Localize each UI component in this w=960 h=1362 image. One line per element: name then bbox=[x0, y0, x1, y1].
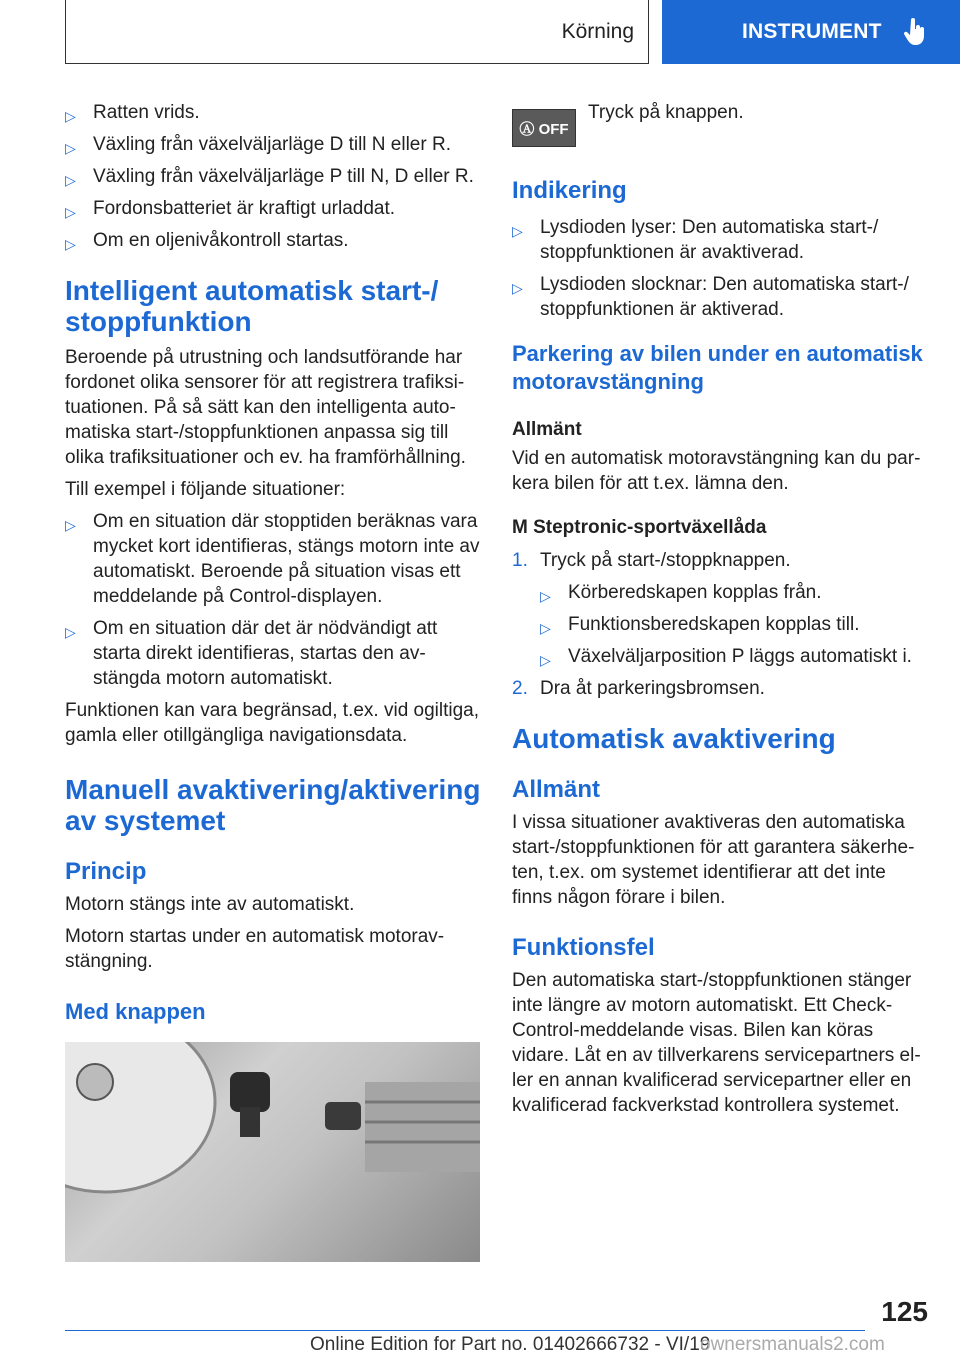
right-column bbox=[512, 100, 928, 1118]
paragraph-princip-1: Motorn stängs inte av automatiskt. bbox=[65, 894, 355, 915]
triangle-bullet-icon: ▷ bbox=[65, 624, 76, 640]
footer-watermark: ownersmanuals2.com bbox=[700, 1334, 885, 1355]
paragraph-allmant-2: I vissa situationer avaktiveras den automatiska start-/stoppfunktionen för att garantera säkerheten, t.ex. om systemet identifierar att det inte finns någon förare i bilen. bbox=[512, 812, 915, 908]
steering-wheel-illustration bbox=[65, 1042, 480, 1262]
triangle-bullet-icon: ▷ bbox=[512, 280, 523, 296]
heading-knappen: Med knappen bbox=[65, 999, 206, 1024]
list-item: ▷ Funktionsberedskapen kopplas till. bbox=[540, 612, 928, 637]
footer-edition: Online Edition for Part no. 01402666732 - VI/19 bbox=[310, 1334, 711, 1355]
heading-indikering: Indikering bbox=[512, 177, 627, 204]
tab-chapter-label: INSTRUMENT bbox=[742, 20, 882, 43]
triangle-bullet-icon: ▷ bbox=[540, 588, 551, 604]
list-item: ▷ Växelväljarposition P läggs automatiskt i. bbox=[540, 644, 928, 669]
heading-manual: Manuell avaktivering/aktivering av systemet bbox=[65, 774, 481, 836]
heading-auto-avaktivering: Automatisk avaktivering bbox=[512, 723, 836, 754]
heading-allmant-bold: Allmänt bbox=[512, 419, 582, 440]
footer-divider bbox=[65, 1330, 865, 1331]
triangle-bullet-icon: ▷ bbox=[540, 620, 551, 636]
triangle-bullet-icon: ▷ bbox=[65, 172, 76, 188]
list-item: ▷ Om en situation där det är nödvändigt att starta direkt identifieras, startas den avstängda motorn automatiskt. bbox=[65, 618, 438, 689]
triangle-bullet-icon: ▷ bbox=[65, 236, 76, 252]
triangle-bullet-icon: ▷ bbox=[65, 140, 76, 156]
paragraph-example: Till exempel i följande situationer: bbox=[65, 479, 346, 500]
list-item: ▷ Växling från växelväljarläge D till N eller R. bbox=[65, 132, 481, 157]
paragraph-allmant-1: Vid en automatisk motoravstängning kan du parkera bilen för att t.ex. lämna den. bbox=[512, 448, 921, 494]
list-item: ▷ Fordonsbatteriet är kraftigt urladdat. bbox=[65, 196, 481, 221]
list-item: 2. Dra åt parkeringsbromsen. bbox=[512, 678, 765, 699]
list-item: ▷ Körberedskapen kopplas från. bbox=[540, 580, 928, 605]
numbered-steps bbox=[512, 548, 928, 701]
paragraph-princip-2: Motorn startas under en automatisk motoravstängning. bbox=[65, 926, 445, 972]
bullet-list-indikering bbox=[512, 215, 928, 322]
triangle-bullet-icon: ▷ bbox=[512, 223, 523, 239]
paragraph-limited: Funktionen kan vara begränsad, t.ex. vid ogiltiga, gamla eller otillgängliga navigationsdata. bbox=[65, 700, 480, 746]
paragraph-intelligent: Beroende på utrustning och landsutförande har fordonet olika sensorer för att registrera trafiksituationen. På så sätt kan den intelligenta automatiska start-/stoppfunktionen anpassa sig till olika trafiksituationer och ev. ha framförhållning. bbox=[65, 347, 466, 468]
page-number: 125 bbox=[881, 1296, 928, 1327]
list-item: ▷ Om en situation där stopptiden beräknas vara mycket kort identifieras, stängs motorn inte av automatiskt. Beroende på situation visas ett meddelande på Control-displayen. bbox=[65, 511, 480, 607]
triangle-bullet-icon: ▷ bbox=[65, 204, 76, 220]
list-item: ▷ Om en oljenivåkontroll startas. bbox=[65, 228, 481, 253]
triangle-bullet-icon: ▷ bbox=[65, 517, 76, 533]
bullet-list-step1 bbox=[540, 580, 928, 669]
dashboard-photo bbox=[65, 1042, 480, 1262]
triangle-bullet-icon: ▷ bbox=[65, 108, 76, 124]
tab-section-label: Körning bbox=[561, 19, 634, 43]
list-item: ▷ Lysdioden slocknar: Den automatiska start-/ stoppfunktionen är aktiverad. bbox=[512, 274, 909, 320]
paragraph-funktionsfel: Den automatiska start-/stoppfunktionen stänger inte längre av motorn automatiskt. Ett Check-Control-meddelande visas. Bilen kan köras vidare. Låt en av tillverkarens servicepartners eller en annan kvalificerad servicepartner eller en kvalificerad fackverkstad kontrollera systemet. bbox=[512, 970, 921, 1116]
list-item: 1. Tryck på start-/stoppknappen. ▷ Körberedskapen kopplas från. ▷ Funktionsberedskapen kopplas till. ▷ Växelväljarposition P läggs automatiskt i. bbox=[512, 548, 928, 669]
list-item: ▷ Lysdioden lyser: Den automatiska start-/ stoppfunktionen är avaktiverad. bbox=[512, 217, 879, 263]
list-item: ▷ Växling från växelväljarläge P till N, D eller R. bbox=[65, 164, 481, 189]
triangle-bullet-icon: ▷ bbox=[540, 652, 551, 668]
paragraph-tryck: Tryck på knappen. bbox=[588, 102, 744, 123]
bullet-list-situations bbox=[65, 509, 481, 691]
bullet-list-conditions bbox=[65, 100, 481, 253]
list-item: ▷ Ratten vrids. bbox=[65, 100, 481, 125]
heading-allmant-2: Allmänt bbox=[512, 776, 601, 803]
heading-funktionsfel: Funktionsfel bbox=[512, 934, 655, 961]
heading-intelligent: Intelligent automatisk start-/ stoppfunktion bbox=[65, 275, 439, 337]
tab-chapter[interactable] bbox=[662, 0, 960, 64]
left-column bbox=[65, 100, 481, 1262]
tab-section[interactable] bbox=[65, 0, 649, 64]
heading-princip: Princip bbox=[65, 858, 147, 885]
pointing-hand-icon bbox=[904, 18, 926, 46]
heading-steptronic: M Steptronic-sportväxellåda bbox=[512, 517, 767, 538]
auto-start-stop-off-button-icon: Ⓐ OFF bbox=[512, 109, 576, 147]
heading-parkering: Parkering av bilen under en automatisk motoravstängning bbox=[512, 341, 923, 394]
